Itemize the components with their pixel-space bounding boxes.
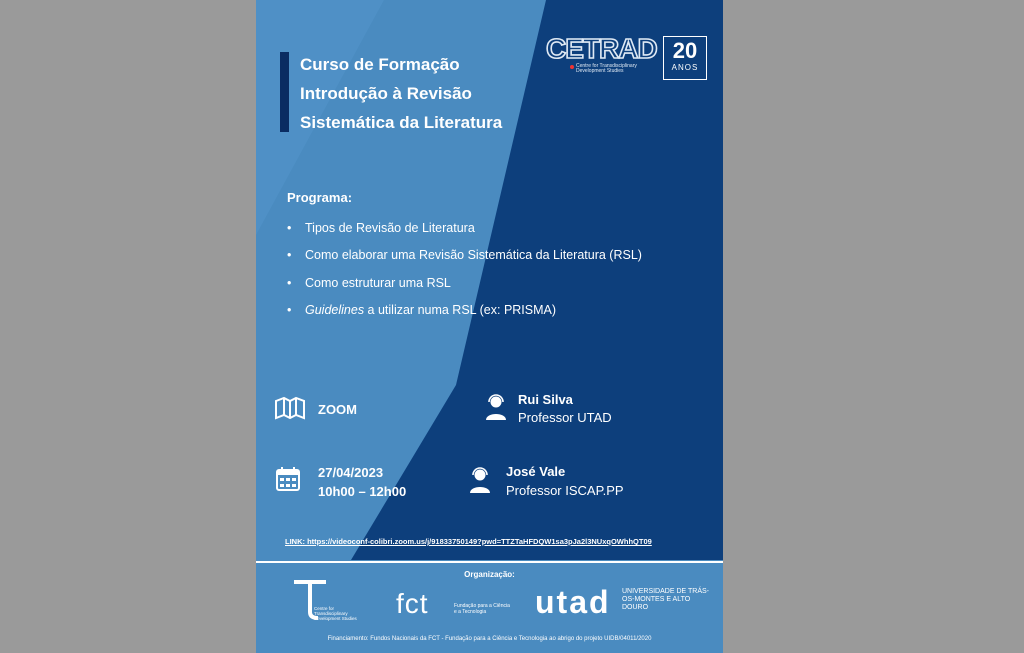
person-headset-icon — [468, 467, 492, 493]
utad-logo-subtitle: UNIVERSIDADE DE TRÁS-OS-MONTES E ALTO DOURO — [622, 588, 709, 611]
anniversary-logo — [663, 36, 707, 80]
event-date: 27/04/2023 — [318, 465, 384, 480]
cetrad-wordmark: CETRAD — [546, 33, 657, 64]
programa-item — [287, 303, 556, 317]
zoom-link[interactable]: LINK: https://videoconf-colibri.zoom.us/j/91833750149?pwd=TTZTaHFDQW1sa3pJa2l3NUxqOWhhQT09 — [285, 537, 652, 546]
title-accent-bar — [280, 52, 289, 132]
fct-logo-subtitle: Fundação para a Ciência e a Tecnologia — [454, 603, 510, 615]
utad-logo: utad — [535, 584, 611, 620]
speaker-role: Professor UTAD — [518, 410, 612, 425]
location-label: ZOOM — [318, 402, 357, 417]
calendar-icon — [276, 467, 300, 491]
programa-item-italic: Guidelines — [305, 303, 365, 317]
speaker-name: José Vale — [506, 464, 566, 479]
bullet: • — [287, 276, 292, 290]
title-line-2: Introdução à Revisão — [300, 84, 472, 103]
programa-item-text: Tipos de Revisão de Literatura — [305, 221, 475, 235]
anniversary-text: ANOS — [671, 63, 699, 72]
cetrad-subtitle: Centre for Transdisciplinary Development Studies — [576, 63, 637, 74]
organizacao-label: Organização: — [464, 570, 515, 579]
speaker-name: Rui Silva — [518, 392, 573, 407]
bullet: • — [287, 303, 292, 317]
cetrad-dot — [570, 65, 574, 69]
programa-item — [287, 221, 475, 235]
map-icon — [274, 396, 306, 420]
programa-item — [287, 248, 642, 262]
programa-item-text: Como elaborar uma Revisão Sistemática da Literatura (RSL) — [305, 248, 642, 262]
funding-text: Financiamento: Fundos Nacionais da FCT - Fundação para a Ciência e Tecnologia ao abrigo do projeto UIDB/04011/2020 — [327, 636, 652, 642]
title-line-3: Sistemática da Literatura — [300, 113, 503, 132]
cetrad-logo — [546, 33, 656, 83]
poster — [256, 0, 723, 653]
title-line-1: Curso de Formação — [300, 55, 460, 74]
anniversary-number: 20 — [672, 38, 698, 63]
person-headset-icon — [484, 394, 508, 420]
event-time: 10h00 – 12h00 — [318, 484, 407, 499]
speaker-role: Professor ISCAP.PP — [506, 483, 624, 498]
t-logo-subtitle: Centre for Transdisciplinary Development Studies — [314, 606, 357, 621]
bullet: • — [287, 221, 292, 235]
programa-heading: Programa: — [287, 190, 353, 205]
fct-logo: fct — [396, 588, 429, 619]
programa-item — [287, 276, 451, 290]
bullet: • — [287, 248, 292, 262]
programa-item-text: Como estruturar uma RSL — [305, 276, 451, 290]
footer-divider — [256, 561, 723, 563]
programa-item-text: a utilizar numa RSL (ex: PRISMA) — [364, 303, 557, 317]
